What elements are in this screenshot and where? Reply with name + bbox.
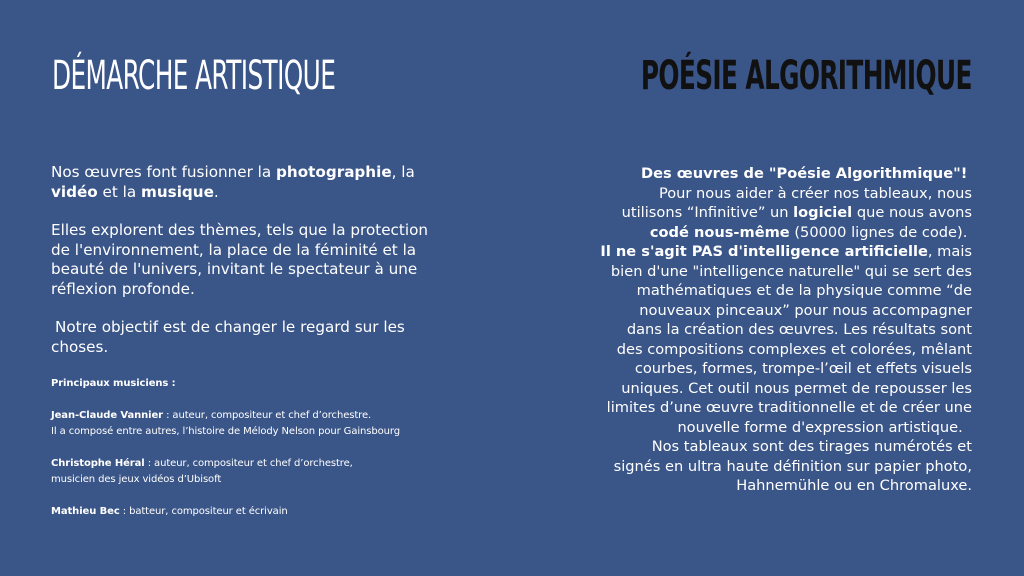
poetry-line: mathématiques et de la physique comme “de (636, 282, 972, 299)
poetry-line (587, 203, 972, 223)
intro-text: et la (97, 182, 142, 201)
musician-role: : auteur, compositeur et chef d’orchestre, (144, 458, 353, 469)
intro-text: , la (391, 163, 415, 181)
poetry-line: limites d’une œuvre traditionnelle et de créer une (606, 399, 972, 416)
musician-name: Christophe Héral (51, 458, 145, 469)
poetry-text: utilisons “Infinitive” un (621, 204, 794, 221)
poetry-line: des compositions complexes et colorées, mêlant (616, 340, 972, 358)
objective-paragraph: Notre objectif est de changer le regard sur les choses. (51, 318, 405, 356)
poetry-text: nouvelle forme d'expression artistique. (677, 418, 963, 436)
poetry-headline-text: Des œuvres de "Poésie Algorithmique"! (640, 165, 968, 182)
poetry-line: nouveaux pinceaux” pour nous accompagner (639, 301, 972, 319)
poetry-line: uniques. Cet outil nous permet de repousser les (621, 379, 972, 397)
video-emphasis: vidéo (51, 182, 98, 201)
musicians-heading-text: Principaux musiciens : (51, 378, 176, 389)
intro-text: . (213, 182, 219, 201)
musician-item (51, 456, 441, 488)
poetry-line: Nos tableaux sont des tirages numérotés et (651, 438, 972, 455)
right-title: POÉSIE ALGORITHMIQUE (641, 53, 972, 99)
musician-detail: Il a composé entre autres, l’histoire de Mélody Nelson pour Gainsbourg (51, 426, 400, 437)
poetry-line: signés en ultra haute définition sur papier photo, (613, 457, 972, 475)
poetry-line (587, 418, 972, 438)
musician-item (51, 408, 441, 440)
poetry-line (587, 223, 972, 243)
poetry-text: (50000 lignes de code). (789, 223, 968, 241)
algorithmic-poetry-column (587, 164, 972, 496)
musician-role: : auteur, compositeur et chef d’orchestre. (163, 410, 372, 421)
artistic-approach-column (51, 163, 441, 536)
intro-text: Nos œuvres font fusionner la (51, 163, 277, 181)
poetry-line: dans la création des œuvres. Les résultats sont (626, 321, 972, 338)
musician-name: Jean-Claude Vannier (51, 410, 163, 421)
left-title: DÉMARCHE ARTISTIQUE (52, 53, 336, 99)
musician-detail: musicien des jeux vidéos d’Ubisoft (51, 474, 222, 485)
poetry-headline (587, 164, 972, 184)
musician-name: Mathieu Bec (51, 506, 120, 517)
themes-paragraph: Elles explorent des thèmes, tels que la protection de l'environnement, la place de la féminité et la beauté de l'univers, invitant le spectateur à une réflexion profonde. (51, 221, 428, 298)
poetry-line: courbes, formes, trompe-l’œil et effets visuels (634, 360, 972, 377)
intro-paragraph (51, 163, 441, 202)
poetry-line: Pour nous aider à créer nos tableaux, nous (658, 184, 972, 202)
musicians-heading (51, 376, 441, 392)
poetry-line: bien d'une "intelligence naturelle" qui se sert des (610, 262, 972, 280)
music-emphasis: musique (141, 182, 214, 201)
poetry-line (587, 242, 972, 262)
musician-item (51, 504, 441, 520)
self-coded-emphasis: codé nous-même (649, 223, 790, 241)
musician-role: : batteur, compositeur et écrivain (119, 506, 288, 517)
software-emphasis: logiciel (793, 204, 853, 221)
poetry-text: que nous avons (852, 204, 972, 221)
not-ai-emphasis: Il ne s'agit PAS d'intelligence artificielle (600, 243, 928, 260)
photography-emphasis: photographie (276, 163, 392, 181)
poetry-text: , mais (927, 243, 972, 260)
poetry-line: Hahnemühle ou en Chromaluxe. (736, 477, 972, 494)
